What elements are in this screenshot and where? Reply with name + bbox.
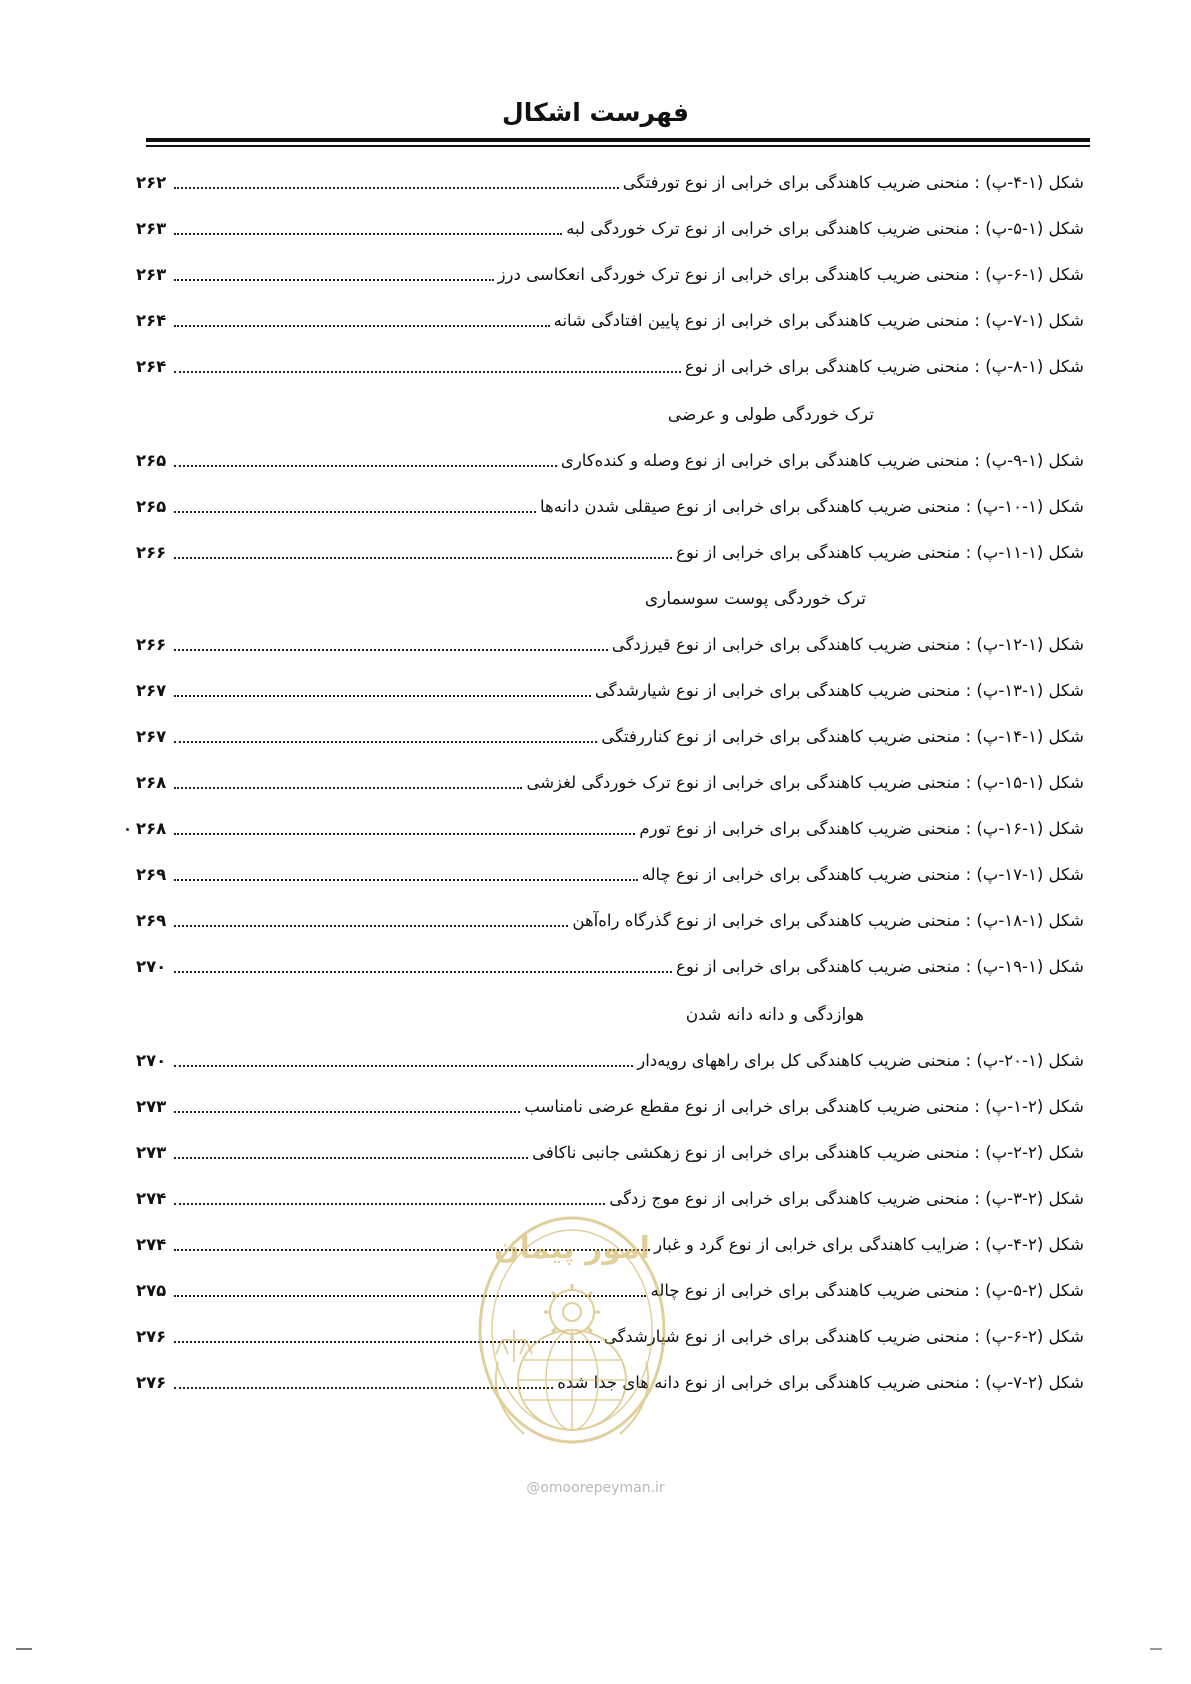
toc-entry[interactable] <box>136 814 1084 844</box>
scan-mark <box>16 1648 32 1650</box>
toc-entry-continuation: ترک خوردگی پوست سوسماری <box>644 589 866 609</box>
toc-entry[interactable] <box>136 1184 1084 1214</box>
dot-leader <box>174 833 635 835</box>
toc-entry-label: شکل (۱-۱۷-پ) : منحنی ضریب کاهندگی برای خرابی از نوع چاله <box>641 865 1084 884</box>
toc-entry[interactable] <box>136 214 1084 244</box>
toc-entry[interactable] <box>136 768 1084 798</box>
toc-entry-page: ۲۷۵ <box>136 1281 167 1300</box>
toc-entry[interactable] <box>136 260 1084 290</box>
toc-entry-page: ۲۶۳ <box>136 265 167 284</box>
dot-leader <box>174 971 672 973</box>
dot-leader <box>174 741 597 743</box>
toc-entry-page: ۲۶۷ <box>136 681 167 700</box>
dot-leader <box>174 1203 605 1205</box>
dot-leader <box>174 1111 520 1113</box>
toc-entry-page: ۲۷۴ <box>136 1235 167 1254</box>
watermark-url: @omoorepeyman.ir <box>526 1480 665 1496</box>
toc-entry-page: ۲۷۰ <box>136 1051 167 1070</box>
toc-entry[interactable] <box>136 860 1084 890</box>
dot-leader <box>174 325 550 327</box>
dot-leader <box>174 279 494 281</box>
toc-entry[interactable] <box>136 906 1084 936</box>
toc-entry-page: ۲۶۵ <box>136 451 167 470</box>
toc-entry-continuation: ترک خوردگی طولی و عرضی <box>667 405 874 425</box>
dot-leader <box>174 649 608 651</box>
page-title: فهرست اشکال <box>502 98 689 127</box>
toc-entry-label: شکل (۲-۷-پ) : منحنی ضریب کاهندگی برای خرابی از نوع دانه های جدا شده <box>557 1373 1084 1392</box>
toc-entry-label: شکل (۲-۶-پ) : منحنی ضریب کاهندگی برای خرابی از نوع شیارشدگی <box>603 1327 1084 1346</box>
toc-entry-page: ۲۷۰ <box>136 957 167 976</box>
toc-entry-label: شکل (۲-۵-پ) : منحنی ضریب کاهندگی برای خرابی از نوع چاله <box>650 1281 1084 1300</box>
toc-entry-label: شکل (۲-۴-پ) : ضرایب کاهندگی برای خرابی از نوع گرد و غبار <box>654 1235 1084 1254</box>
toc-entry-page: ۲۷۳ <box>136 1143 167 1162</box>
toc-entry-label: شکل (۱-۸-پ) : منحنی ضریب کاهندگی برای خرابی از نوع <box>684 357 1084 376</box>
toc-entry-label: شکل (۱-۶-پ) : منحنی ضریب کاهندگی برای خرابی از نوع ترک خوردگی انعکاسی درز <box>497 265 1084 284</box>
toc-entry[interactable] <box>136 1046 1084 1076</box>
toc-entry-label: شکل (۱-۱۳-پ) : منحنی ضریب کاهندگی برای خرابی از نوع شیارشدگی <box>594 681 1084 700</box>
toc-entry-page: ۲۷۶ <box>136 1327 167 1346</box>
toc-entry-page: ۲۶۹ <box>136 911 167 930</box>
dot-leader <box>174 695 591 697</box>
dot-leader <box>174 787 522 789</box>
toc-entry-page: ۲۶۶ <box>136 543 167 562</box>
toc-entry[interactable] <box>136 1092 1084 1122</box>
toc-entry-page: ۲۶۴ <box>136 357 167 376</box>
toc-entry-label: شکل (۱-۱۹-پ) : منحنی ضریب کاهندگی برای خرابی از نوع <box>675 957 1084 976</box>
toc-entry-label: شکل (۱-۱۰-پ) : منحنی ضریب کاهندگی برای خرابی از نوع صیقلی شدن دانه‌ها <box>539 497 1084 516</box>
toc-entry-page: ۲۶۸ <box>136 773 167 792</box>
toc-entry-page: ۲۶۲ <box>136 173 167 192</box>
dot-leader <box>174 1157 528 1159</box>
title-rule-thick <box>146 138 1090 142</box>
toc-entry-continuation: هوازدگی و دانه دانه شدن <box>685 1005 864 1025</box>
watermark-logo-text: امور پیمان <box>494 1231 650 1266</box>
toc-entry[interactable] <box>136 676 1084 706</box>
scan-mark <box>1150 1648 1162 1650</box>
dot-leader <box>174 925 568 927</box>
toc-entry[interactable] <box>136 538 1084 568</box>
dot-leader <box>174 465 557 467</box>
dot-leader <box>174 557 672 559</box>
watermark-logo <box>474 1212 670 1452</box>
dot-leader <box>174 1065 633 1067</box>
toc-entry-label: شکل (۲-۲-پ) : منحنی ضریب کاهندگی برای خرابی از نوع زهکشی جانبی ناکافی <box>532 1143 1084 1162</box>
toc-entry-label: شکل (۱-۷-پ) : منحنی ضریب کاهندگی برای خرابی از نوع پایین افتادگی شانه <box>553 311 1084 330</box>
toc-entry[interactable] <box>136 168 1084 198</box>
toc-entry[interactable] <box>136 1138 1084 1168</box>
dot-leader <box>174 187 619 189</box>
toc-entry[interactable] <box>136 952 1084 982</box>
toc-entry-label: شکل (۲-۱-پ) : منحنی ضریب کاهندگی برای خرابی از نوع مقطع عرضی نامناسب <box>524 1097 1084 1116</box>
toc-entry-label: شکل (۱-۱۱-پ) : منحنی ضریب کاهندگی برای خرابی از نوع <box>675 543 1084 562</box>
toc-entry-label: شکل (۱-۵-پ) : منحنی ضریب کاهندگی برای خرابی از نوع ترک خوردگی لبه <box>566 219 1084 238</box>
toc-entry-label: شکل (۱-۱۴-پ) : منحنی ضریب کاهندگی برای خرابی از نوع کناررفتگی <box>601 727 1084 746</box>
toc-entry-page: ۲۶۴ <box>136 311 167 330</box>
toc-entry[interactable] <box>136 306 1084 336</box>
title-rule-thin <box>146 145 1090 147</box>
toc-entry-page: ۲۷۶ <box>136 1373 167 1392</box>
dot-leader <box>174 879 638 881</box>
toc-entry[interactable] <box>136 722 1084 752</box>
toc-entry-page: ۲۶۷ <box>136 727 167 746</box>
toc-entry-page: ۲۶۹ <box>136 865 167 884</box>
scan-speck <box>126 828 129 831</box>
toc-entry-page: ۲۷۳ <box>136 1097 167 1116</box>
toc-entry-label: شکل (۱-۴-پ) : منحنی ضریب کاهندگی برای خرابی از نوع تورفتگی <box>622 173 1084 192</box>
toc-entry-page: ۲۶۵ <box>136 497 167 516</box>
toc-entry[interactable] <box>136 446 1084 476</box>
toc-entry-label: شکل (۱-۱۵-پ) : منحنی ضریب کاهندگی برای خرابی از نوع ترک خوردگی لغزشی <box>526 773 1084 792</box>
toc-entry-page: ۲۶۳ <box>136 219 167 238</box>
toc-entry-page: ۲۷۴ <box>136 1189 167 1208</box>
toc-entry-label: شکل (۱-۱۶-پ) : منحنی ضریب کاهندگی برای خرابی از نوع تورم <box>639 819 1084 838</box>
toc-entry[interactable] <box>136 492 1084 522</box>
toc-entry-label: شکل (۲-۳-پ) : منحنی ضریب کاهندگی برای خرابی از نوع موج زدگی <box>609 1189 1084 1208</box>
toc-entry[interactable] <box>136 352 1084 382</box>
toc-entry-page: ۲۶۸ <box>136 819 167 838</box>
dot-leader <box>174 233 562 235</box>
toc-entry[interactable] <box>136 630 1084 660</box>
toc-entry-label: شکل (۱-۱۸-پ) : منحنی ضریب کاهندگی برای خرابی از نوع گذرگاه راه‌آهن <box>572 911 1084 930</box>
toc-entry-label: شکل (۱-۹-پ) : منحنی ضریب کاهندگی برای خرابی از نوع وصله و کنده‌کاری <box>560 451 1084 470</box>
dot-leader <box>174 511 536 513</box>
toc-entry-label: شکل (۱-۲۰-پ) : منحنی ضریب کاهندگی کل برای راههای رویه‌دار <box>637 1051 1084 1070</box>
toc-entry-label: شکل (۱-۱۲-پ) : منحنی ضریب کاهندگی برای خرابی از نوع قیرزدگی <box>611 635 1084 654</box>
dot-leader <box>174 371 681 373</box>
toc-entry-page: ۲۶۶ <box>136 635 167 654</box>
